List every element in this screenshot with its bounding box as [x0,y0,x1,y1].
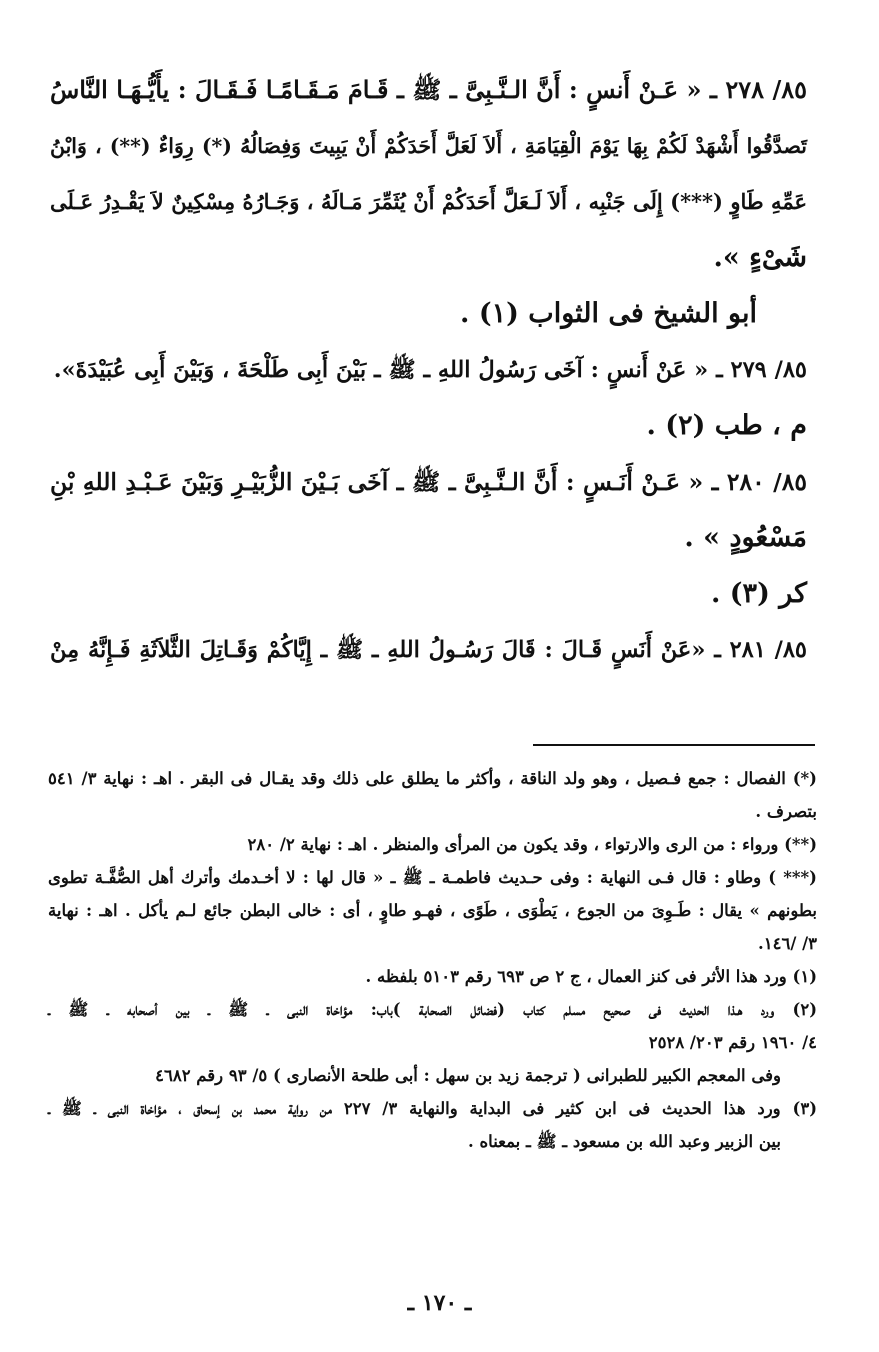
footnote-separator [533,744,815,746]
hadith-279-line-1: ٨٥/ ٢٧٩ ـ « عَنْ أَنسٍ : آخَى رَسُولُ اللهِ ـ ﷺ ـ بَيْنَ أَبِى طَلْحَةَ ، وَبَيْنَ أَبِى عُبَيْدَةَ». [53,357,807,383]
page-number: ـ ١٧٠ ـ [407,1290,472,1316]
footnote-star2-line-1: (**) ورواء : من الرى والارتواء ، وقد يكون من المرأى والمنظر . اهـ : نهاية ٢/ ٢٨٠ [247,835,817,854]
footnote-star1-line-2: بتصرف . [755,802,817,821]
footnotes [48,762,817,1158]
hadith-281-line-1: ٨٥/ ٢٨١ ـ «عَنْ أَنَسٍ قَـالَ : قَالَ رَسُـولُ اللهِ ـ ﷺ ـ إِيَّاكُمْ وَقَـاتِلَ الثَّلاَثَةِ فَـإِنَّهُ مِنْ [50,637,807,663]
hadith-278-line-4: شَىْءٍ ». [713,242,807,273]
hadith-280-line-2: مَسْعُودٍ » . [684,522,807,553]
footnote-1-line-1: (١) ورد هذا الأثر فى كنز العمال ، ج ٢ ص ٦٩٣ رقم ٥١٠٣ بلفظه . [365,967,817,986]
footnote-2-line-2: ٤/ ١٩٦٠ رقم ٢٠٣/ ٢٥٢٨ [648,1033,817,1052]
hadith-278-line-3: عَمِّهِ طَاوٍ (***) إِلَى جَنْبِه ، أَلاَ لَـعَلَّ أَحَدَكُمْ أَنْ يُثَمِّرَ مَـالَهُ ، وَجَـارُهُ مِسْكِينٌ لاَ يَقْـدِرُ عَـلَى [50,189,807,214]
footnote-star1-line-1: (*) الفصال : جمع فـصيل ، وهو ولد الناقة ، وأكثر ما يطلق على ذلك وقد يقـال فى البقر . اهـ : نهاية ٣/ ٥٤١ [48,769,817,788]
hadith-278-line-1: ٨٥/ ٢٧٨ ـ « عَـنْ أَنسٍ : أَنَّ الـنَّـبِىَّ ـ ﷺ ـ قَـامَ مَـقَـامًـا فَـقَـالَ : يأَيُّـهَـا النَّاسُ [50,75,808,104]
footnote-star3-line-2: بطونهم » يقال : طَـوِىَ من الجوع ، يَطْوَى ، طَوًى ، فهـو طاوٍ ، أى : خالى البطن جائع لـم يأكل . اهـ : نهاية [48,901,817,920]
footnote-3-line-1: (٣) ورد هذا الحديث فى ابن كثير فى البداية والنهاية ٣/ ٢٢٧ من رواية محمد بن إسحاق ، مؤاخاة النبى ـ ﷺ ـ [48,1099,817,1118]
hadith-278-line-2: تَصدَّقُوا أَشْهَدْ لَكُمْ بِهَا يَوْمَ الْقِيَامَةِ ، أَلاَ لَعَلَّ أَحَدَكُمْ أَنْ يَبِيتَ وَفِصَالُهُ (*) رِوَاءٌ (**) ، وَابْنُ [50,134,807,158]
footnote-star3-line-1: (*** ) وطاو : قال فـى النهاية : وفى حـديث فاطمـة ـ ﷺ ـ « قال لها : لا أخـدمك وأترك أهل الصُّفَّـة تطوى [48,868,817,887]
hadith-279-source: م ، طب (٢) . [646,410,807,441]
footnote-3-line-2: بين الزبير وعبد الله بن مسعود ـ ﷺ ـ بمعناه . [468,1132,781,1151]
footnote-star3-line-3: ٣/ /١٤٦. [757,934,817,953]
footnote-2-line-3: وفى المعجم الكبير للطبرانى ( ترجمة زيد بن سهل : أبى طلحة الأنصارى ) ٥/ ٩٣ رقم ٤٦٨٢ [155,1066,781,1085]
main-text [50,62,807,678]
hadith-278-source: أبو الشيخ فى الثواب (١) . [460,298,757,329]
hadith-280-source: كر (٣) . [710,578,807,609]
footnote-2-line-1: (٢) ورد هـذا الحديث فى صحيح مسلم كتاب (فضائل الصحابة )باب: مؤاخاة النبى ـ ﷺ ـ بين أصحابه ـ ﷺ ـ [48,1000,817,1019]
hadith-280-line-1: ٨٥/ ٢٨٠ ـ « عَـنْ أَنَـسٍ : أَنَّ الـنَّـبِىَّ ـ ﷺ ـ آخَى بَـيْنَ الزُّبَيْـرِ وَبَيْنَ عَـبْـدِ اللهِ بْنِ [50,468,807,496]
